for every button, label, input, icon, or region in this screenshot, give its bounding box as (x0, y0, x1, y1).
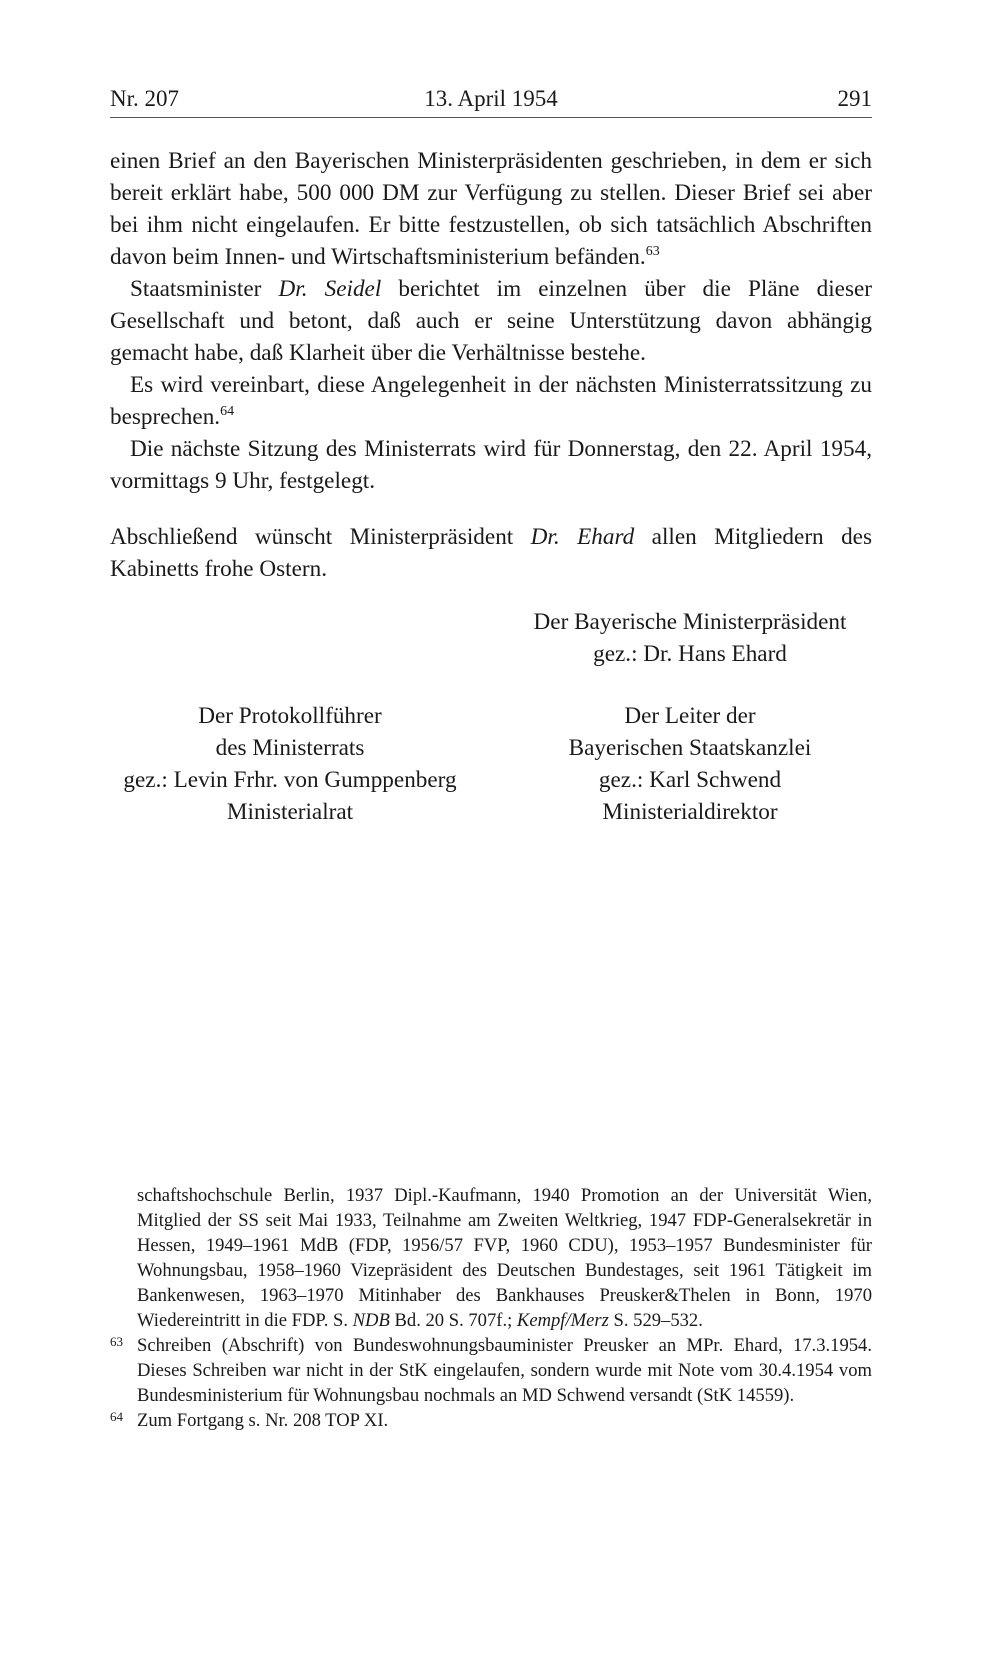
paragraph-1: einen Brief an den Bayerischen Ministerpräsidenten geschrieben, in dem er sich bereit erklärt habe, 500 000 DM zur Verfügung zu stellen. Dieser Brief sei aber bei ihm nicht eingelaufen. Er bitte festzustellen, ob sich tatsächlich Abschriften davon beim Innen- und Wirtschaftsministerium befänden.$^{63}$ (110, 148, 872, 270)
paragraph-5: Abschließend wünscht Ministerpräsident Dr. Ehard allen Mitgliedern des Kabinetts frohe Ostern. (110, 524, 872, 582)
paragraph-2: Staatsminister Dr. Seidel berichtet im einzelnen über die Pläne dieser Gesellschaft und betont, daß auch er seine Unterstützung davon abhängig gemacht habe, daß Klarheit über die Verhältnisse bestehe. (110, 276, 872, 366)
header-date: 13. April 1954 (424, 86, 558, 111)
page-number: 291 (837, 86, 872, 111)
footnote-63: 63 Schreiben (Abschrift) von Bundeswohnungsbauminister Preusker an MPr. Ehard, 17.3.1954. Dieses Schreiben war nicht in der StK eingelaufen, sondern wurde mit Note vom 30.4.1954 vom Bundesministerium für Wohnungsbau nochmals an MD Schwend versandt (StK 14559). (110, 1334, 872, 1406)
footnote-ref-64[interactable]: 64 (220, 404, 235, 419)
signature-recorder: Der Protokollführer des Ministerrats gez.: Levin Frhr. von Gumppenberg Ministerialrat (123, 703, 457, 825)
footnote-ref-63[interactable]: 63 (645, 244, 660, 259)
signature-president: Der Bayerische Ministerpräsident gez.: Dr. Hans Ehard (533, 609, 847, 667)
main-text (110, 145, 872, 585)
footnotes (110, 1183, 872, 1433)
footnote-continued: schaftshochschule Berlin, 1937 Dipl.-Kaufmann, 1940 Promotion an der Universität Wien, Mitglied der SS seit Mai 1933, Teilnahme am Zweiten Weltkrieg, 1947 FDP-Generalsekretär in Hessen, 1949–1961 MdB (FDP, 1956/57 FVP, 1960 CDU), 1953–1957 Bundesminister für Wohnungsbau, 1958–1960 Vizepräsident des Deutschen Bundestages, seit 1961 Tätigkeit im Bankenwesen, 1963–1970 Mitinhaber des Bankhauses Preusker&Thelen in Bonn, 1970 Wiedereintritt in die FDP. S. NDB Bd. 20 S. 707f.; Kempf/Merz S. 529–532. (137, 1185, 872, 1331)
person-name: Dr. Ehard (530, 524, 635, 550)
paragraph-4: Die nächste Sitzung des Ministerrats wird für Donnerstag, den 22. April 1954, vormittags 9 Uhr, festgelegt. (110, 436, 872, 494)
paragraph-3: Es wird vereinbart, diese Angelegenheit in der nächsten Ministerratssitzung zu besprechen.$^{64}$ (110, 372, 872, 430)
person-name: Dr. Seidel (278, 276, 382, 302)
footnote-number: 64 (110, 1409, 123, 1424)
footnote-number: 63 (110, 1334, 123, 1349)
document-number: Nr. 207 (110, 86, 179, 111)
footnote-64: 64 Zum Fortgang s. Nr. 208 TOP XI. (110, 1409, 389, 1431)
signature-head-of-chancellery: Der Leiter der Bayerischen Staatskanzlei gez.: Karl Schwend Ministerialdirektor (568, 703, 812, 825)
running-header (110, 80, 872, 118)
header-rule (110, 117, 872, 118)
